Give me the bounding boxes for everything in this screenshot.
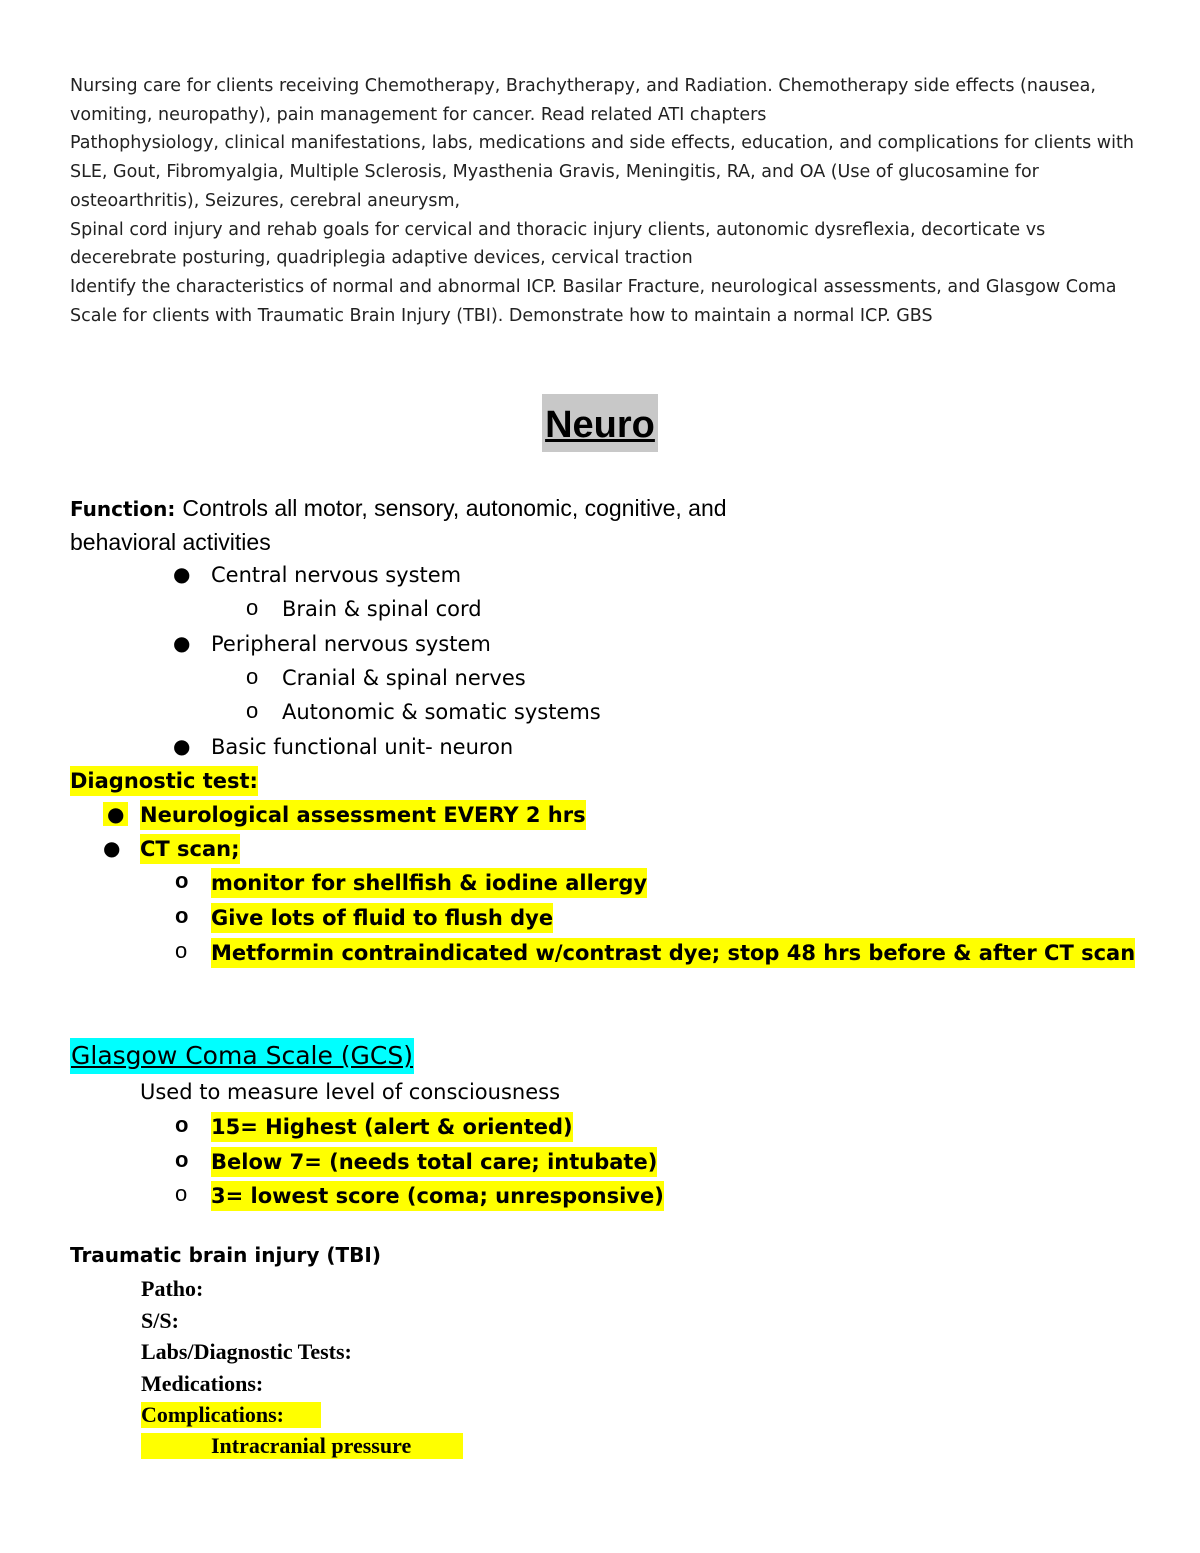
tbi-patho: Patho: xyxy=(141,1276,204,1301)
list-item: Central nervous system xyxy=(211,563,462,587)
bullet-icon: ● xyxy=(103,802,128,826)
page-title: Neuro xyxy=(542,394,658,452)
list-item: Brain & spinal cord xyxy=(282,597,482,621)
tbi-complications: Complications: xyxy=(141,1402,321,1428)
list-item: Cranial & spinal nerves xyxy=(282,666,526,690)
hollow-bullet-icon: o xyxy=(175,1112,189,1137)
intro-line-3: Spinal cord injury and rehab goals for cervical and thoracic injury clients, autonomic dysreflexia, decorticate vs decerebrate posturing, quadriplegia adaptive devices, cervical traction xyxy=(70,219,1046,269)
list-item: CT scan; xyxy=(140,834,240,864)
list-item: Basic functional unit- neuron xyxy=(211,735,514,759)
function-text-2: behavioral activities xyxy=(70,529,271,555)
tbi-icp: Intracranial pressure xyxy=(141,1433,463,1459)
tbi-labs: Labs/Diagnostic Tests: xyxy=(141,1339,352,1364)
hollow-bullet-icon: o xyxy=(175,1147,189,1172)
bullet-icon: ● xyxy=(173,734,191,758)
hollow-bullet-icon: o xyxy=(175,1181,188,1206)
bullet-icon: ● xyxy=(173,631,191,655)
intro-line-4: Identify the characteristics of normal and abnormal ICP. Basilar Fracture, neurological assessments, and Glasgow Coma Scale for clients with Traumatic Brain Injury (TBI). Demonstrate how to maintain a normal ICP. GBS xyxy=(70,276,1117,326)
list-item: Peripheral nervous system xyxy=(211,632,491,656)
hollow-bullet-icon: o xyxy=(175,938,188,963)
intro-line-2: Pathophysiology, clinical manifestations, labs, medications and side effects, education, and complications for clients with SLE, Gout, Fibromyalgia, Multiple Sclerosis, Myasthenia Gravis, Meningitis, RA, and OA (Use of glucosamine for osteoarthritis), Seizures, cerebral aneurysm, xyxy=(70,133,1134,211)
list-item: 3= lowest score (coma; unresponsive) xyxy=(211,1181,664,1211)
list-item: Neurological assessment EVERY 2 hrs xyxy=(140,800,586,830)
tbi-heading: Traumatic brain injury (TBI) xyxy=(70,1243,382,1267)
title-container xyxy=(0,394,1200,452)
list-item: Below 7= (needs total care; intubate) xyxy=(211,1147,657,1177)
intro-paragraphs xyxy=(70,72,1135,330)
hollow-bullet-icon: o xyxy=(246,595,259,620)
bullet-icon: ● xyxy=(173,562,191,586)
tbi-ss: S/S: xyxy=(141,1308,179,1333)
list-item: monitor for shellfish & iodine allergy xyxy=(211,868,647,898)
function-line-1 xyxy=(70,495,727,522)
hollow-bullet-icon: o xyxy=(175,903,189,928)
hollow-bullet-icon: o xyxy=(246,664,259,689)
function-label: Function: xyxy=(70,497,183,521)
diagnostic-heading: Diagnostic test: xyxy=(70,766,258,796)
list-item: Give lots of fluid to flush dye xyxy=(211,903,553,933)
bullet-icon: ● xyxy=(103,836,121,860)
tbi-medications: Medications: xyxy=(141,1371,264,1396)
gcs-subtitle: Used to measure level of consciousness xyxy=(140,1080,561,1104)
intro-line-1: Nursing care for clients receiving Chemotherapy, Brachytherapy, and Radiation. Chemotherapy side effects (nausea, vomiting, neuropathy), pain management for cancer. Read related ATI chapters xyxy=(70,76,1096,125)
gcs-heading: Glasgow Coma Scale (GCS) xyxy=(70,1038,414,1074)
list-item: Autonomic & somatic systems xyxy=(282,700,601,724)
hollow-bullet-icon: o xyxy=(175,868,189,893)
function-text-1: Controls all motor, sensory, autonomic, cognitive, and xyxy=(182,495,727,521)
list-item: Metformin contraindicated w/contrast dye; stop 48 hrs before & after CT scan xyxy=(211,938,1135,968)
list-item: 15= Highest (alert & oriented) xyxy=(211,1112,573,1142)
hollow-bullet-icon: o xyxy=(246,698,259,723)
